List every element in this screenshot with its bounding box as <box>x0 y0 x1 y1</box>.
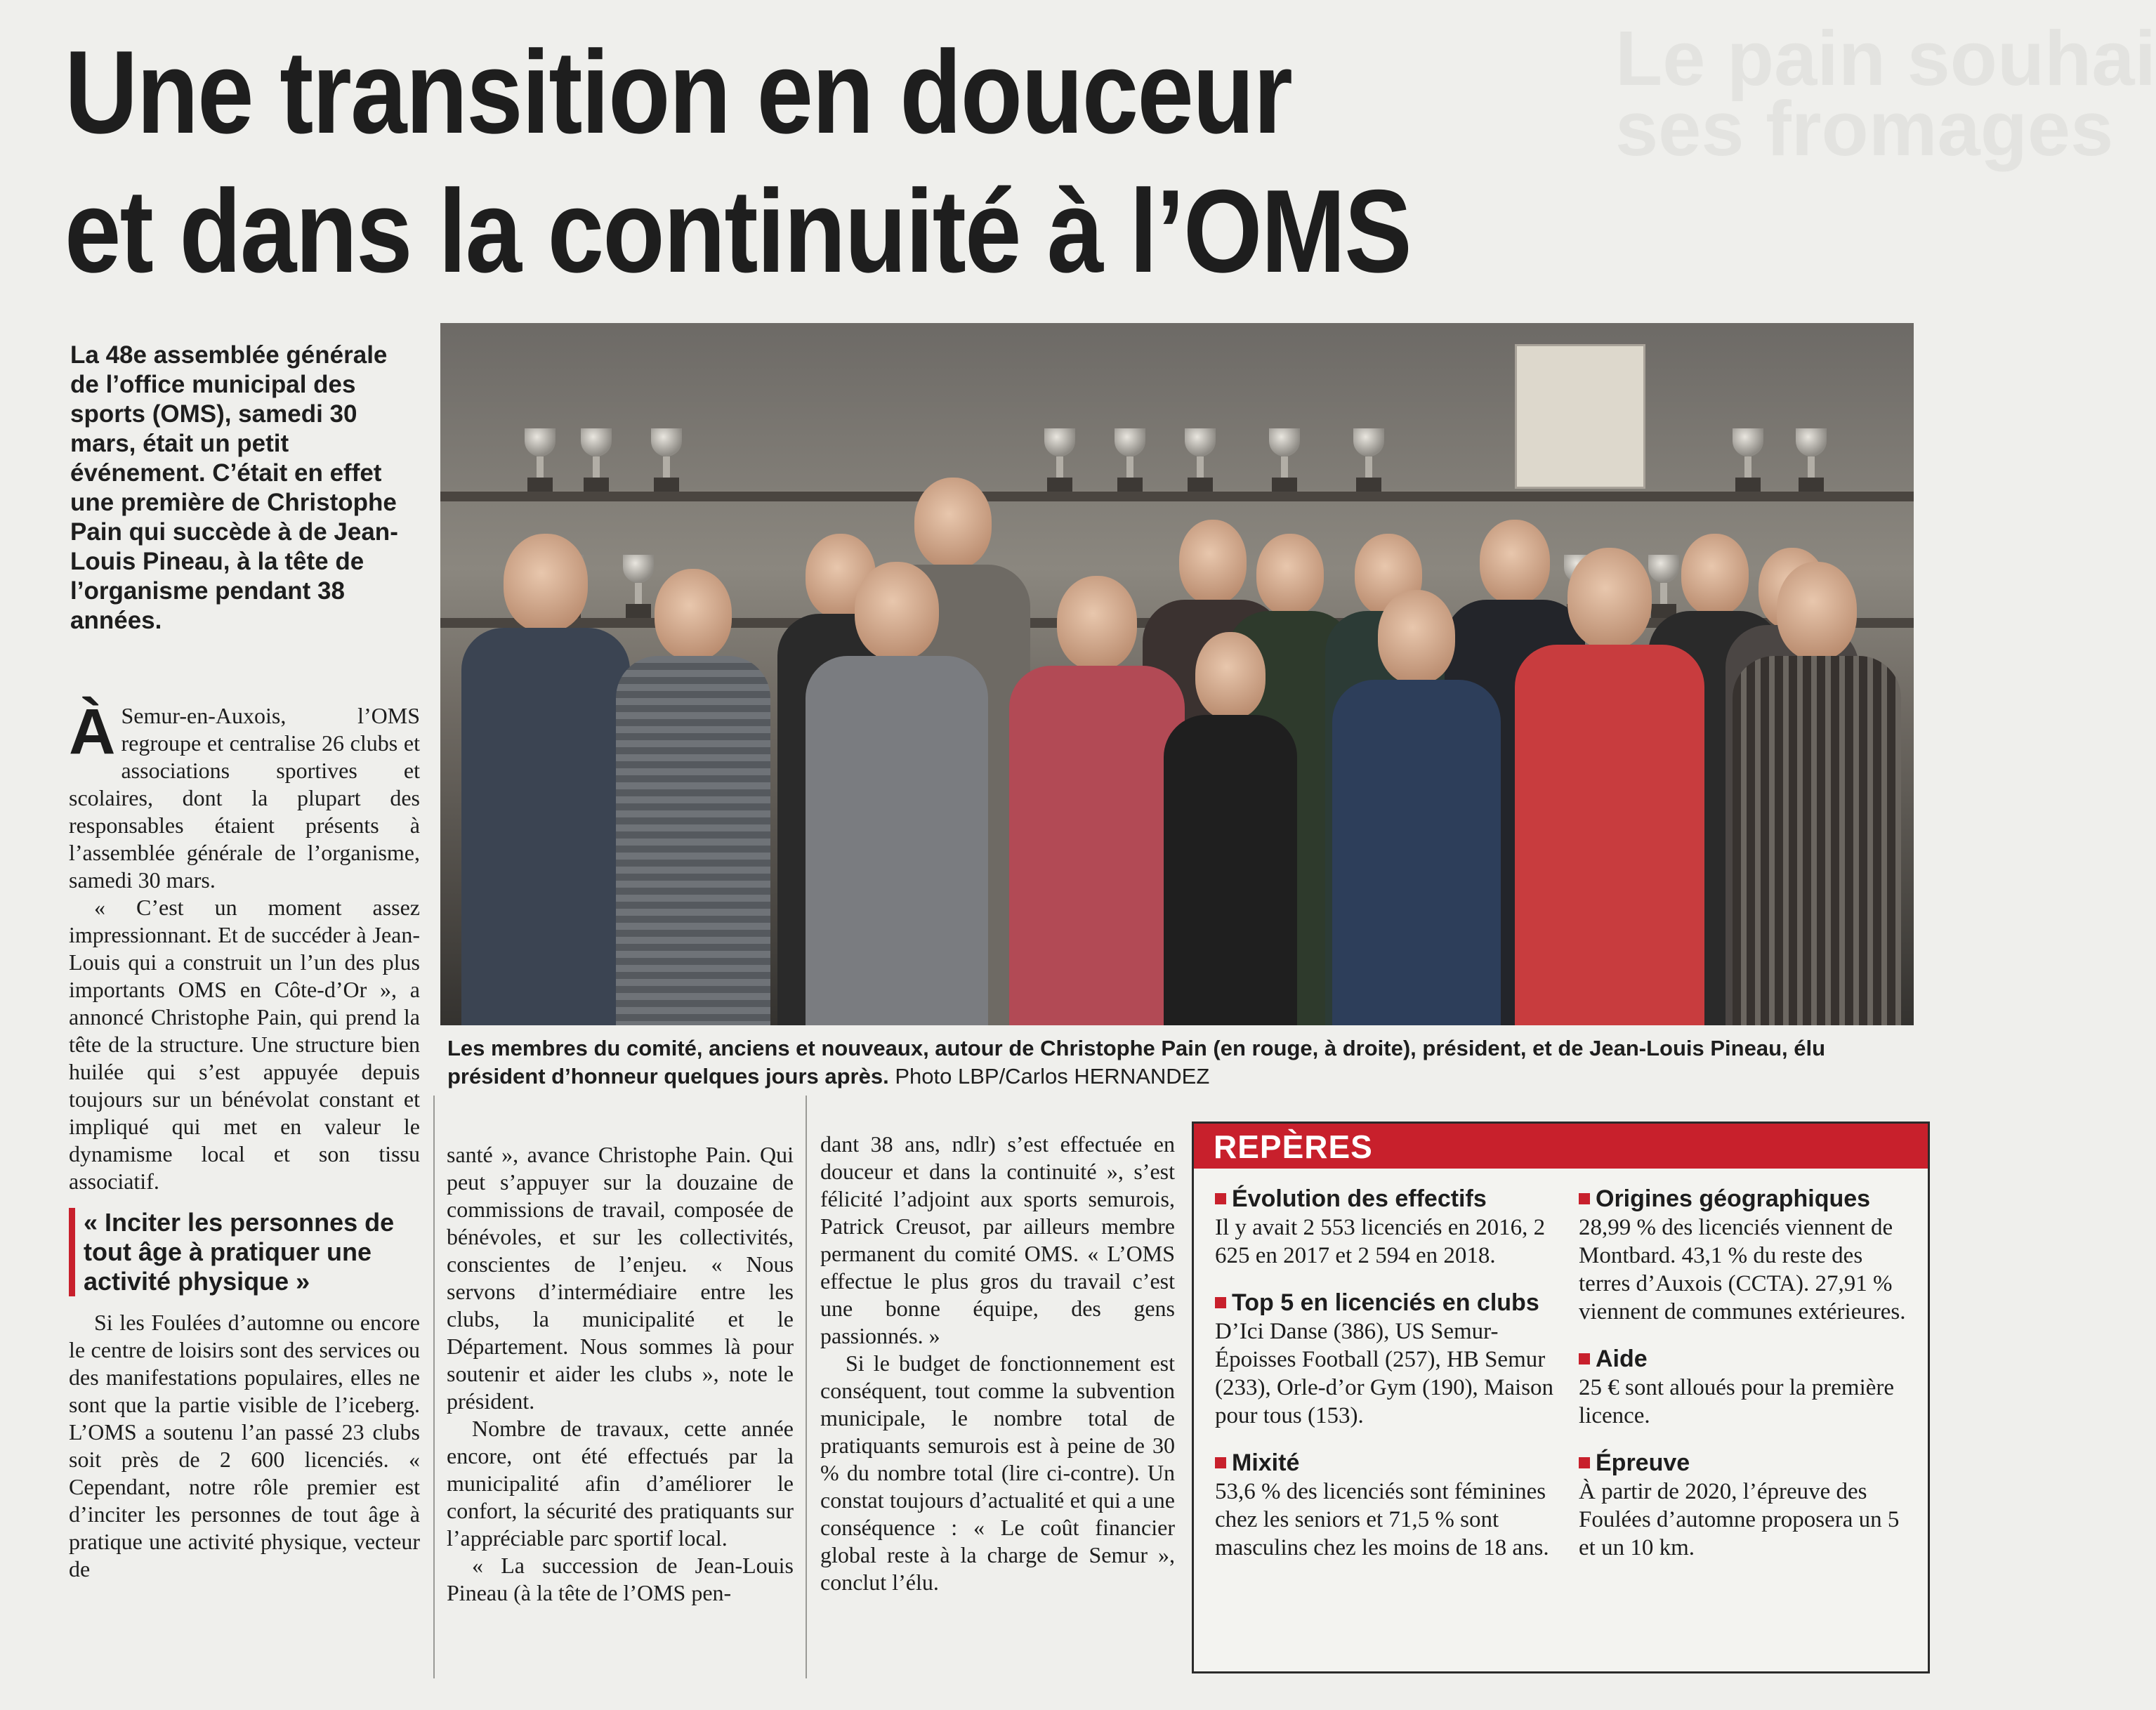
reperes-title: REPÈRES <box>1214 1129 1373 1165</box>
paragraph: Nombre de travaux, cette année encore, ont été effectués par la municipalité afin d’améliorer le confort, la sécurité des pratiquants sur l’appréciable parc sportif local. <box>447 1416 794 1551</box>
reperes-label-text: Origines géographiques <box>1596 1185 1871 1212</box>
article-column-2 <box>447 1141 794 1607</box>
bullet-square-icon <box>1215 1297 1226 1308</box>
person-in-red <box>1009 576 1185 1025</box>
paragraph: Si les Foulées d’automne ou encore le centre de loisirs sont des services ou des manifestations populaires, elles ne sont que la partie visible de l’iceberg. L’OMS a soutenu l’an passé 23 clubs soit près de 2 600 licenciés. « Cependant, notre rôle premier est d’inciter les personnes de tout âge à pratique une activité physique, vecteur de <box>69 1310 420 1581</box>
drop-cap: À <box>69 696 116 768</box>
article-headline <box>65 22 1502 301</box>
paragraph <box>69 696 420 894</box>
column-rule <box>806 1096 807 1678</box>
reperes-item <box>1579 1184 1909 1326</box>
photo-caption <box>447 1034 1915 1091</box>
person <box>461 534 630 1025</box>
reperes-text: À partir de 2020, l’épreuve des Foulées d’automne proposera un 5 et un 10 km. <box>1579 1479 1900 1560</box>
column-rule <box>433 1096 435 1678</box>
group-photo <box>440 323 1914 1025</box>
person <box>1733 562 1901 1025</box>
person <box>1164 632 1297 1025</box>
reperes-label <box>1579 1344 1909 1374</box>
reperes-item <box>1579 1448 1909 1562</box>
person-in-red <box>1515 548 1704 1025</box>
paragraph: santé », avance Christophe Pain. Qui peut s’appuyer sur la douzaine de commissions de travail, composée de bénévoles, et sur les collectivités, conscientes de l’enjeu. « Nous servons d’intermédiaire entre les clubs, la municipalité et le Département. Nous sommes là pour soutenir et aider les clubs », note le président. <box>447 1142 794 1414</box>
reperes-text: 28,99 % des licenciés viennent de Montbard. 43,1 % du reste des terres d’Auxois (CCTA). 27,91 % viennent de communes extérieures. <box>1579 1215 1906 1324</box>
reperes-text: 25 € sont alloués pour la première licence. <box>1579 1375 1895 1428</box>
pull-quote: « Inciter les personnes de tout âge à pratiquer une activité physique » <box>69 1208 420 1296</box>
reperes-header <box>1194 1124 1928 1169</box>
reperes-label-text: Évolution des effectifs <box>1232 1185 1487 1212</box>
reperes-text: Il y avait 2 553 licenciés en 2016, 2 625 en 2017 et 2 594 en 2018. <box>1215 1215 1546 1268</box>
headline-line-1: Une transition en douceur <box>65 26 1292 158</box>
reperes-text: 53,6 % des licenciés sont féminines chez les seniors et 71,5 % sont masculins chez les moins de 18 ans. <box>1215 1479 1549 1560</box>
reperes-item <box>1579 1344 1909 1430</box>
article-column-3 <box>820 1131 1175 1596</box>
paragraph: Si le budget de fonctionnement est conséquent, tout comme la subvention municipale, le nombre total de pratiquants semurois est à peine de 30 % du nombre total (lire ci-contre). Un constat toujours d’actualité et qui a une conséquence : « Le coût financier global reste à la charge de Semur », conclut l’élu. <box>820 1350 1175 1595</box>
reperes-label <box>1579 1184 1909 1214</box>
bullet-square-icon <box>1215 1457 1226 1468</box>
reperes-right-column <box>1579 1184 1909 1580</box>
person <box>806 562 988 1025</box>
bleed-through-text: Le pain souhai <box>1615 15 2156 102</box>
paragraph: dant 38 ans, ndlr) s’est effectuée en douceur et dans la continuité », s’est félicité l’adjoint aux sports semurois, Patrick Creusot, par ailleurs membre permanent du comité OMS. « L’OMS effectue le plus gros du travail c’est une bonne équipe, des gens passionnés. » <box>820 1131 1175 1348</box>
paragraph-text: Semur-en-Auxois, l’OMS regroupe et centralise 26 clubs et associations sportives et scolaires, dont la plupart des responsables étaient présents à l’assemblée générale de l’organisme, samedi 30 mars. <box>69 703 420 893</box>
bullet-square-icon <box>1579 1193 1590 1204</box>
reperes-label <box>1579 1448 1909 1478</box>
reperes-label-text: Top 5 en licenciés en clubs <box>1232 1289 1539 1316</box>
reperes-label-text: Épreuve <box>1596 1449 1690 1476</box>
reperes-label-text: Aide <box>1596 1346 1648 1372</box>
person <box>616 569 770 1025</box>
reperes-box <box>1192 1122 1930 1673</box>
reperes-label-text: Mixité <box>1232 1449 1300 1476</box>
reperes-label <box>1215 1448 1559 1478</box>
reperes-item <box>1215 1448 1559 1562</box>
reperes-item <box>1215 1288 1559 1430</box>
caption-text: Les membres du comité, anciens et nouveaux, autour de Christophe Pain (en rouge, à droite), président, et de Jean-Louis Pineau, élu président d’honneur quelques jours après. <box>447 1036 1826 1089</box>
trophy-row-top <box>440 428 1914 492</box>
paragraph: « C’est un moment assez impressionnant. Et de succéder à Jean-Louis qui a construit un l’un des plus importants OMS en Côte-d’Or », a annoncé Christophe Pain, qui prend la tête de la structure. Une structure bien huilée qui s’est appuyée depuis toujours sur un bénévolat constant et impliqué qui met en valeur le dynamisme local et son tissu associatif. <box>69 895 420 1194</box>
photo-shelf <box>440 492 1914 501</box>
reperes-item <box>1215 1184 1559 1270</box>
article-column-1 <box>69 696 420 1583</box>
bullet-square-icon <box>1579 1353 1590 1364</box>
article-lead: La 48e assemblée générale de l’office municipal des sports (OMS), samedi 30 mars, était un petit événement. C’était en effet une première de Christophe Pain qui succède à de Jean-Louis Pineau, à la tête de l’organisme pendant 38 années. <box>70 341 398 634</box>
reperes-label <box>1215 1184 1559 1214</box>
reperes-text: D’Ici Danse (386), US Semur-Époisses Football (257), HB Semur (233), Orle-d’or Gym (190), Maison pour tous (153). <box>1215 1319 1554 1428</box>
bullet-square-icon <box>1579 1457 1590 1468</box>
person <box>1332 590 1501 1025</box>
bleed-through-text: ses fromages <box>1615 86 2114 172</box>
reperes-left-column <box>1215 1184 1559 1580</box>
bullet-square-icon <box>1215 1193 1226 1204</box>
photo-credit: Photo LBP/Carlos HERNANDEZ <box>895 1064 1210 1089</box>
reperes-label <box>1215 1288 1559 1317</box>
paragraph: « La succession de Jean-Louis Pineau (à la tête de l’OMS pen- <box>447 1553 794 1605</box>
headline-line-2: et dans la continuité à l’OMS <box>65 165 1411 297</box>
